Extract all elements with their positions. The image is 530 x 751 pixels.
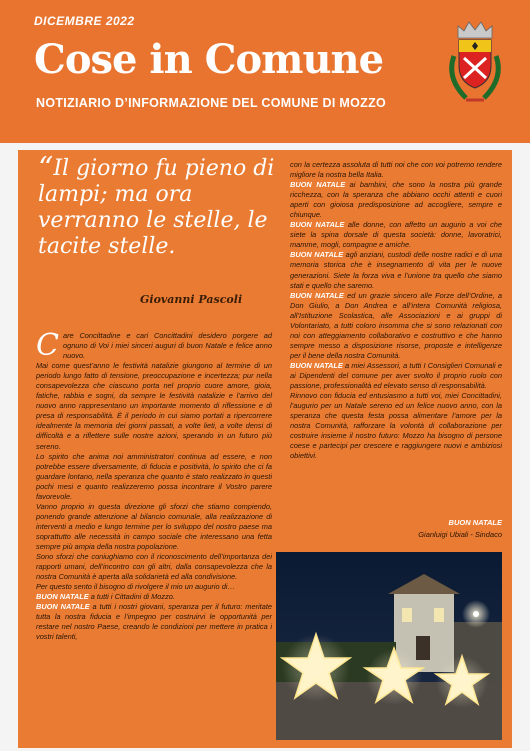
paragraph: Lo spirito che anima noi amministratori continua ad essere, e non potrebbe essere diversamente, di fiducia e positività, lo spirito che ci fa guardare lontano, nella speranza che quanto è stato realizzato in questi pochi mesi e quanto realizzeremo possa incontrare il Vostro parere favorevole. bbox=[36, 451, 272, 501]
signature-greeting: BUON NATALE bbox=[448, 518, 502, 527]
paragraph bbox=[290, 250, 502, 290]
greeting-bold: BUON NATALE bbox=[290, 290, 344, 300]
paragraph-text: ed un grazie sincero alle Forze dell’Ordine, a Don Giulio, a Don Andrea e all’intera Comunità religiosa, all’Istituzione Scolastica, alle Associazioni e ai gruppi di Volontariato, a tutti coloro insomma che si sono relazionati con noi con atteggiamento collaborativo e costruttivo e che hanno sempre messo a disposizione risorse, proposte e intelligenze per il bene della nostra Comunità. bbox=[290, 290, 503, 360]
greeting-bold: BUON NATALE bbox=[36, 602, 90, 612]
paragraph bbox=[290, 220, 502, 250]
masthead bbox=[0, 0, 530, 143]
municipal-crest-icon bbox=[444, 16, 506, 104]
newsletter-title: Cose in Comune bbox=[34, 36, 384, 83]
quote-text: Il giorno fu pieno di lampi; ma ora verranno le stelle, le tacite stelle. bbox=[38, 156, 275, 259]
letter-column-left bbox=[36, 328, 273, 642]
paragraph: Sono sforzi che coniughiamo con il riconoscimento dell’importanza dei rapporti umani, dell’incontro con gli altri, dalla consapevolezza che la nostra Comunità è aperta alla solidarietà ed alla condivisione. bbox=[36, 552, 272, 582]
greeting-bold: BUON NATALE bbox=[290, 220, 345, 230]
paragraph: Mai come quest’anno le festività natalizie giungono al termine di un periodo lungo fatto di tensione, preoccupazione e incertezza; pur nella consapevolezza che ciascuno porta nel proprio cuore amore, gioia, fatiche, rabbia e sogni, da sempre le festività natalizie e l’arrivo del nuovo anno rappresentano un importante momento di riflessione e di presa di responsabilità. È il periodo in cui siamo portati a ripercorrere idealmente la memoria dei giorni passati, a volte lieti, a volte densi di difficoltà e a riflettere sulle nostre azioni, sperando in un futuro più sereno. bbox=[36, 361, 272, 451]
paragraph: con la certezza assoluta di tutti noi che con voi potremo rendere migliore la nostra bella Italia. bbox=[290, 160, 502, 180]
paragraph-text: a tutti i nostri giovani, speranza per il futuro: meritate tutta la nostra fiducia e l’impegno per costruirvi le opportunità per restare nel nostro Paese, creando le condizioni per mettere in pratica i vostri talenti, bbox=[36, 602, 273, 642]
paragraph-text: a tutti i Cittadini di Mozzo. bbox=[88, 592, 175, 602]
paragraph-text: alle donne, con affetto un augurio a voi che siete la spina dorsale di questa società: donne, lavoratrici, mamme, mogli, compagne e amiche. bbox=[290, 220, 502, 250]
paragraph bbox=[36, 602, 272, 642]
christmas-stars-photo bbox=[276, 552, 502, 740]
greeting-bold: BUON NATALE bbox=[36, 592, 89, 602]
paragraph-text: ai bambini, che sono la nostra più grande ricchezza, con la speranza che abbiano occhi attenti e cuori aperti con gioiosa predisposizione ad accogliere, sempre e chiunque. bbox=[290, 180, 502, 220]
paragraph bbox=[290, 361, 502, 391]
pascoli-quote bbox=[38, 151, 278, 260]
paragraph: Vanno proprio in questa direzione gli sforzi che stiamo compiendo, ponendo grande attenzione al bilancio comunale, alla realizzazione di interventi a medio e lungo termine per lo sviluppo del nostro paese ma soprattutto alle necessità in campo sociale che interessano una fetta sempre più ampia della nostra popolazione. bbox=[36, 501, 272, 551]
paragraph bbox=[290, 291, 502, 361]
quote-author: Giovanni Pascoli bbox=[140, 293, 243, 306]
paragraph: Rinnovo con fiducia ed entusiasmo a tutti voi, miei Concittadini, l’augurio per un Natale sereno ed un felice nuovo anno, con la speranza che questa festa possa alimentare l’amore per la nostra Comunità, rafforzare la volontà di collaborazione per costruire insieme il nostro futuro: Mozzo ha bisogno di persone coese e partecipi per crescere e raggiungere nuovi e ambiziosi obiettivi. bbox=[290, 391, 502, 461]
signature-name: Gianluigi Ubiali - Sindaco bbox=[418, 530, 502, 539]
paragraph bbox=[290, 180, 502, 220]
greeting-bold: BUON NATALE bbox=[290, 250, 344, 260]
letter-column-right bbox=[290, 160, 502, 461]
newsletter-subtitle: NOTIZIARIO D’INFORMAZIONE DEL COMUNE DI MOZZO bbox=[36, 96, 387, 110]
issue-date: DICEMBRE 2022 bbox=[34, 14, 135, 28]
greeting-bold: BUON NATALE bbox=[290, 360, 343, 370]
paragraph-text: agli anziani, custodi delle nostre radici e di una memoria storica che è insegnamento di vita per le nuove generazioni. Siete la forza viva e l’unione tra quello che siamo stati e quello che saremo. bbox=[290, 250, 503, 290]
quote-mark-icon: “ bbox=[38, 151, 54, 186]
paragraph: Per questo sento il bisogno di rivolgere il mio un augurio di… bbox=[36, 582, 235, 592]
drop-cap: C bbox=[36, 328, 59, 363]
paragraph-text: a miei Assessori, a tutti I Consiglieri Comunali e ai Dipendenti del comune per aver svolto il proprio ruolo con passione, professionalità ed elevato senso di responsabilità. bbox=[290, 360, 503, 391]
greeting-bold: BUON NATALE bbox=[290, 180, 346, 190]
paragraph bbox=[36, 592, 272, 602]
paragraph: are Concittadine e cari Concittadini desidero porgere ad ognuno di Voi i miei sinceri auguri di buon Natale e felice anno nuovo. bbox=[62, 331, 272, 361]
